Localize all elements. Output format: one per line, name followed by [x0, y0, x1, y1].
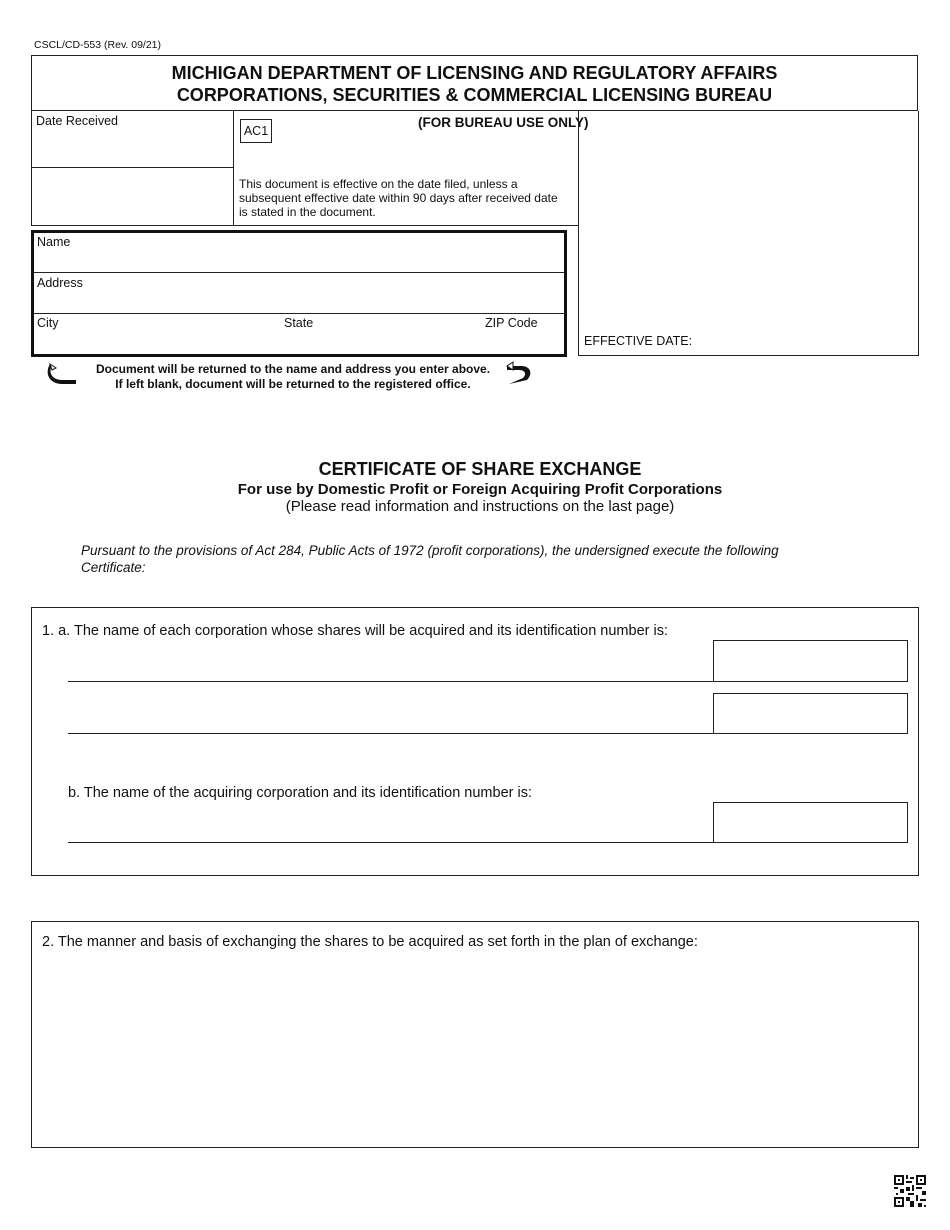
section-1b-text: b. The name of the acquiring corporation and its identification number is: — [68, 785, 532, 801]
name-field[interactable]: Name — [37, 235, 71, 249]
instructions-note: (Please read information and instructions on the last page) — [285, 498, 675, 515]
state-field[interactable]: State — [284, 316, 314, 330]
effective-date-label: EFFECTIVE DATE: — [584, 334, 693, 348]
acquired-corporation-id-box[interactable] — [713, 693, 908, 734]
date-received-label: Date Received — [36, 114, 118, 128]
pursuant-statement: Pursuant to the provisions of Act 284, Public Acts of 1972 (profit corporations), the undersigned execute the following Certificate: — [81, 543, 779, 575]
return-note-line: Document will be returned to the name and address you enter above. — [95, 362, 491, 376]
acquired-corporation-name-line[interactable] — [68, 681, 718, 682]
form-title: CERTIFICATE OF SHARE EXCHANGE — [318, 459, 642, 479]
bureau-use-label: (FOR BUREAU USE ONLY) — [418, 115, 589, 130]
return-address-box — [31, 230, 567, 357]
form-subtitle: For use by Domestic Profit or Foreign Acquiring Profit Corporations — [237, 481, 723, 498]
department-title: MICHIGAN DEPARTMENT OF LICENSING AND REGULATORY AFFAIRS — [171, 63, 778, 83]
effective-note: This document is effective on the date filed, unless a subsequent effective date within 90 days after received date is stated in the document. — [239, 177, 558, 219]
date-divider — [31, 167, 234, 168]
return-note — [88, 362, 498, 391]
date-received-box — [31, 111, 234, 226]
address-divider — [34, 313, 564, 314]
acquiring-corporation-id-box[interactable] — [713, 802, 908, 843]
zip-code-field[interactable]: ZIP Code — [485, 316, 538, 330]
curved-arrow-icon — [46, 362, 82, 386]
section-2-text: 2. The manner and basis of exchanging the shares to be acquired as set forth in the plan of exchange: — [42, 934, 698, 950]
bureau-title: CORPORATIONS, SECURITIES & COMMERCIAL LICENSING BUREAU — [176, 85, 773, 105]
form-number: CSCL/CD-553 (Rev. 09/21) — [34, 39, 162, 51]
acquired-corporation-id-box[interactable] — [713, 640, 908, 682]
curved-arrow-icon — [503, 360, 533, 386]
address-field[interactable]: Address — [37, 276, 83, 290]
city-field[interactable]: City — [37, 316, 59, 330]
return-note-line: If left blank, document will be returned to the registered office. — [115, 376, 471, 391]
acquired-corporation-name-line[interactable] — [68, 733, 718, 734]
address-divider — [34, 272, 564, 273]
acquiring-corporation-name-line[interactable] — [68, 842, 718, 843]
bureau-divider — [234, 225, 579, 226]
effective-date-box — [578, 111, 919, 356]
qr-code-icon — [894, 1175, 926, 1207]
ac1-box: AC1 — [240, 119, 272, 143]
section-1a-text: 1. a. The name of each corporation whose shares will be acquired and its identification number is: — [42, 623, 668, 639]
section-2-box[interactable] — [31, 921, 919, 1148]
